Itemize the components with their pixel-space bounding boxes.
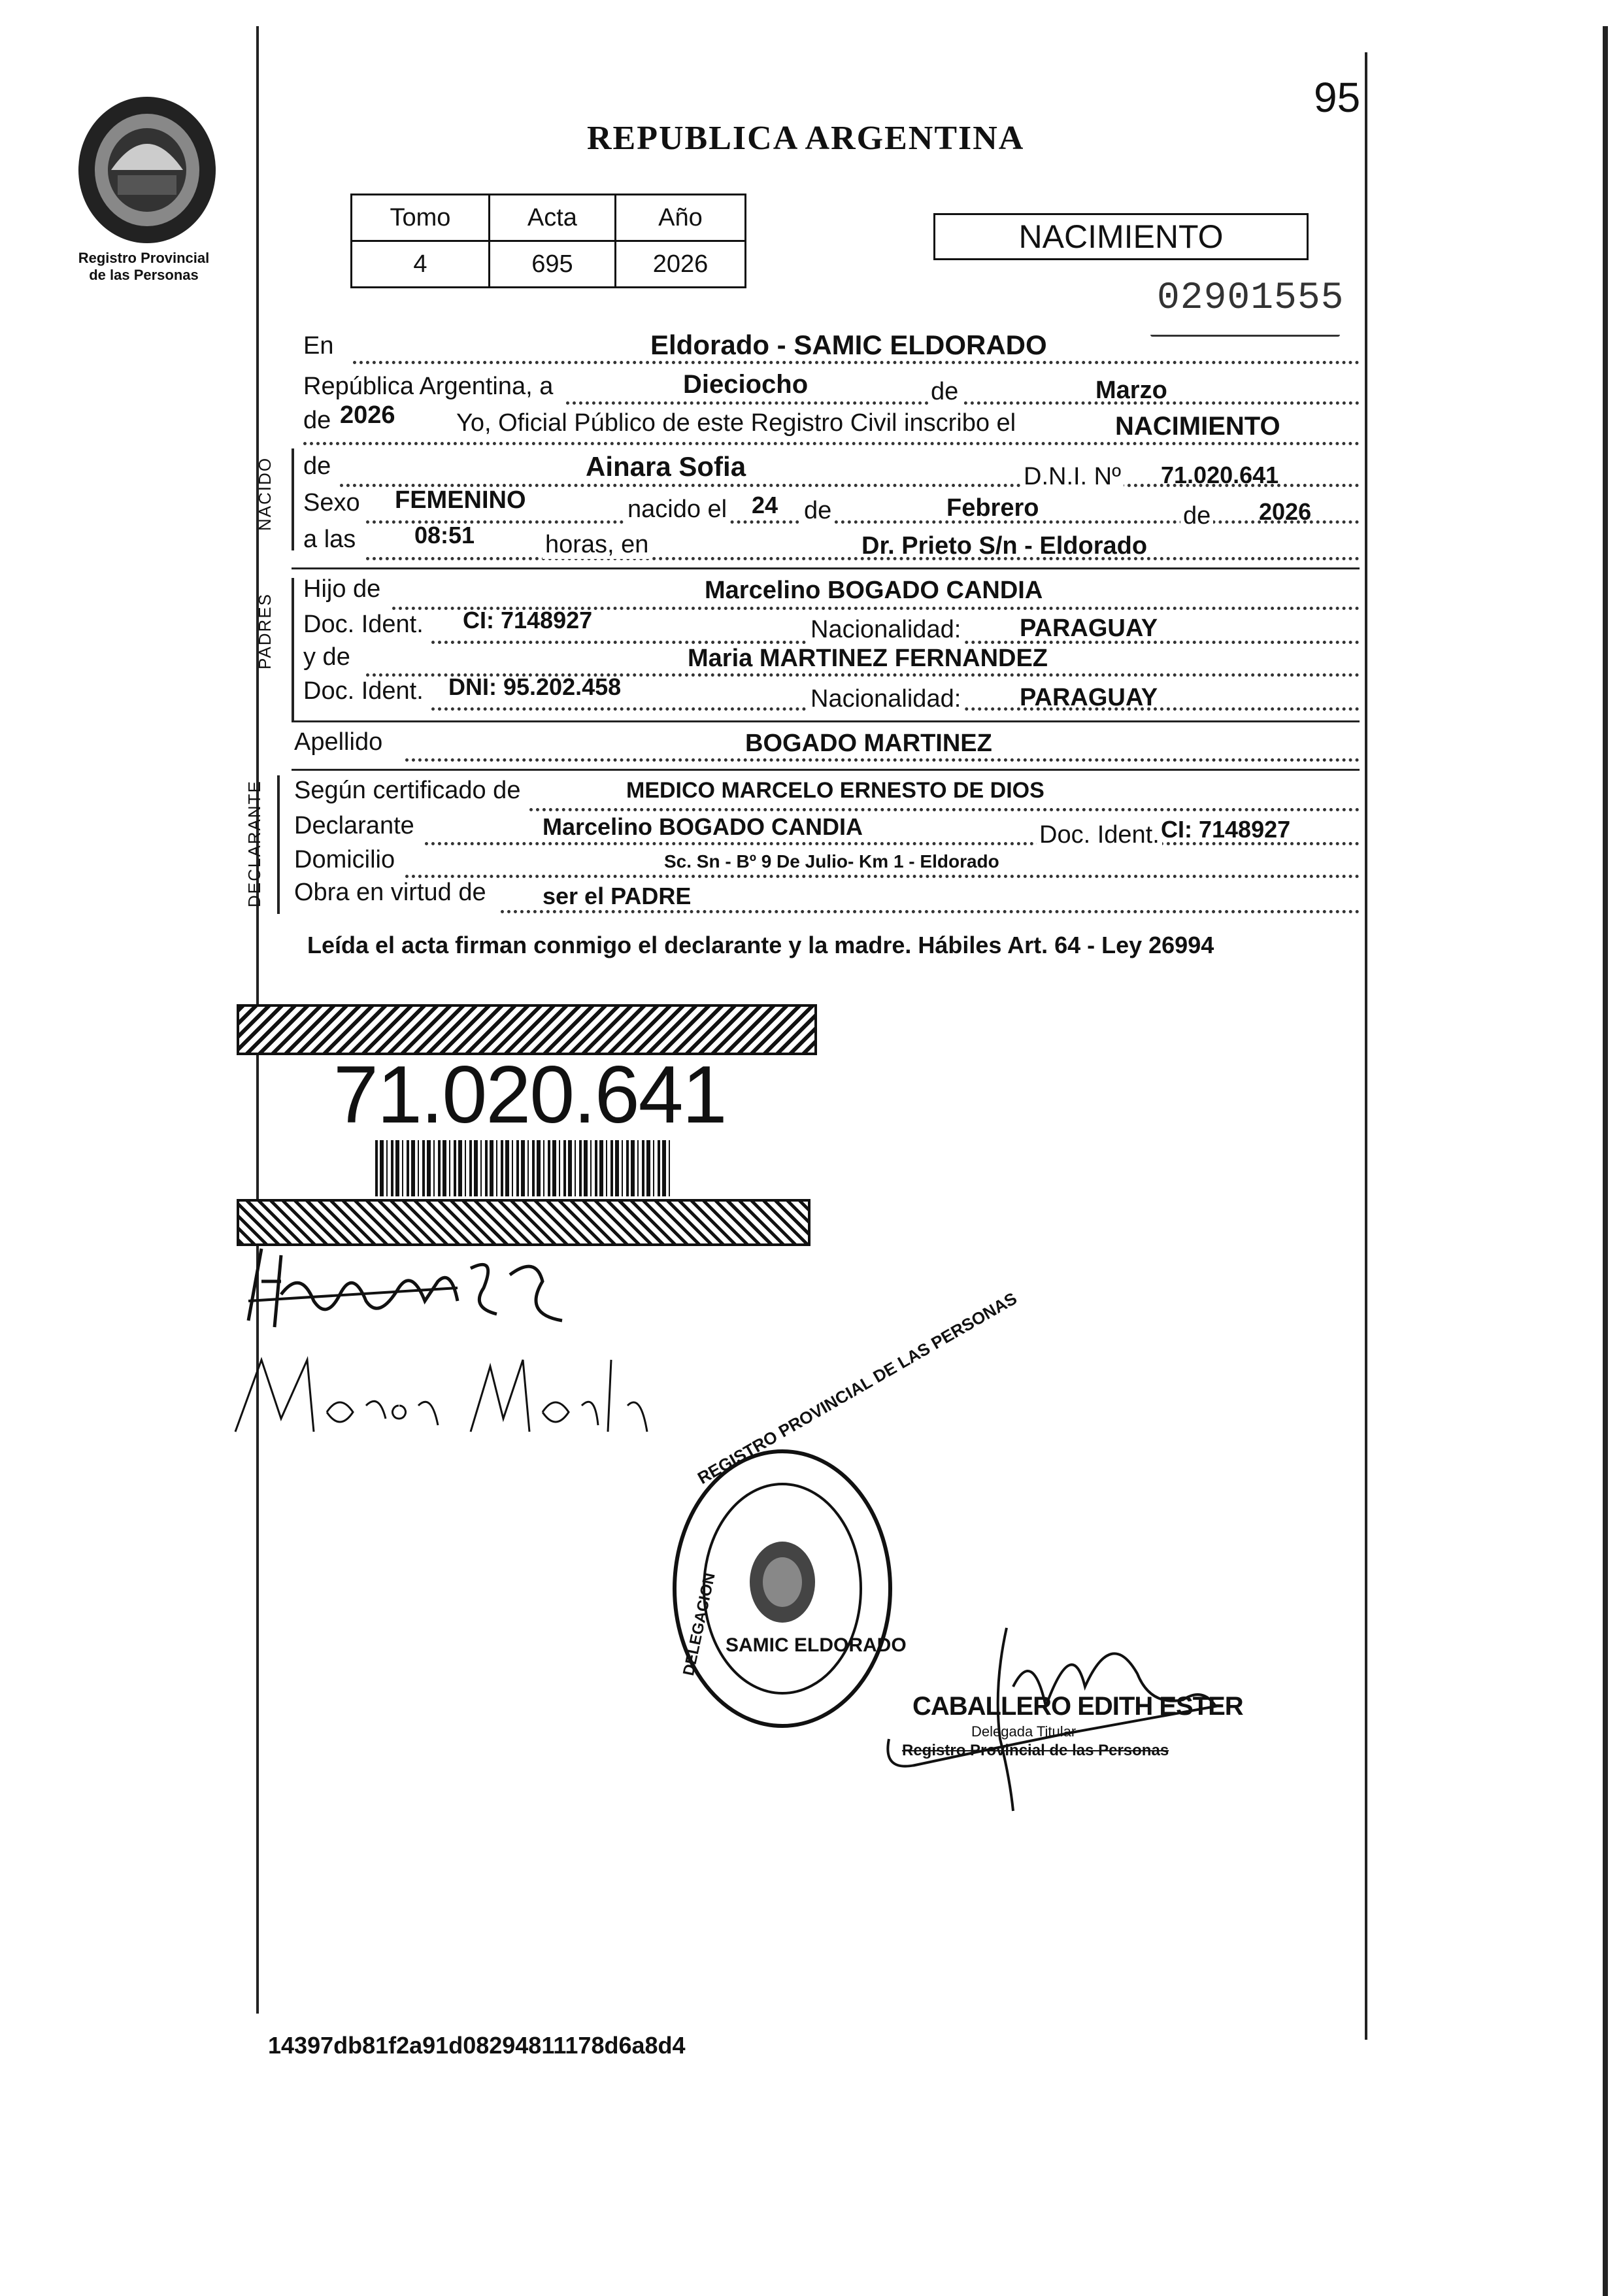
value-declarante: Marcelino BOGADO CANDIA [543,813,863,840]
label-hijo-de: Hijo de [303,575,381,603]
value-acto: NACIMIENTO [1115,412,1280,441]
value-anio: 2026 [340,401,395,429]
label-horas-en: horas, en [543,531,651,559]
value-sexo: FEMENINO [395,486,526,514]
value-doc-declarante: CI: 7148927 [1161,816,1291,843]
record-type-box: NACIMIENTO [933,213,1309,260]
section-nacido: NACIDO [255,456,275,531]
label-en: En [303,332,334,360]
value-mes: Marzo [1095,377,1167,404]
label-a-las: a las [303,526,356,553]
seal-ring-text: REGISTRO PROVINCIAL DE LAS PERSONAS [694,1288,1020,1488]
label-de-name: de [303,452,331,480]
misiones-shield-icon [72,92,222,248]
divider-padres [292,720,1360,722]
value-hora: 08:51 [414,522,475,549]
value-domicilio: Sc. Sn - Bº 9 De Julio- Km 1 - Eldorado [664,851,999,871]
label-nacionalidad-1: Nacionalidad: [808,616,963,644]
signature-mother [222,1340,667,1451]
serial-number: 02901555 [1157,277,1345,320]
record-table [350,194,746,288]
label-segun: Según certificado de [294,777,521,804]
value-lugar: Eldorado - SAMIC ELDORADO [650,329,1047,360]
label-declarante: Declarante [294,812,414,839]
security-band-bottom [237,1199,811,1246]
official-name: CABALLERO EDITH ESTER [912,1692,1243,1721]
value-dia-nac: 24 [752,492,778,518]
label-nacionalidad-2: Nacionalidad: [808,685,963,713]
seal-ring-bottom: DELEGACION [680,1571,719,1678]
value-doc-madre: DNI: 95.202.458 [448,673,622,700]
dotline-en [353,361,1360,364]
nacido-section-bar [292,448,294,550]
edge-line [1603,26,1608,2296]
registry-name-line1: Registro Provincial [78,250,210,266]
header-anio: Año [615,195,745,241]
divider-nacido [292,567,1360,569]
dotline-domicilio [405,875,1360,878]
value-apellido: BOGADO MARTINEZ [745,730,992,757]
barcode-number: 71.020.641 [333,1050,726,1140]
signature-mother-icon [222,1340,667,1451]
value-tomo: 4 [352,241,490,288]
registry-name-line2: de las Personas [89,267,199,283]
document-title: REPUBLICA ARGENTINA [587,120,1025,157]
value-obra: ser el PADRE [543,883,692,909]
dotline-oficial [303,442,1360,445]
declarante-section-bar [277,775,280,914]
signature-father-icon [235,1242,575,1340]
registry-logo [72,92,222,248]
section-padres: PADRES [255,593,275,669]
label-doc-ident-1: Doc. Ident. [303,611,424,638]
signature-father [235,1242,575,1340]
dotline-obra [501,910,1360,913]
dotline-apellido [405,758,1360,762]
official-title: Delegada Titular [971,1723,1077,1740]
section-declarante: DECLARANTE [244,780,264,907]
label-de-bmonth: de [801,497,834,525]
value-acta: 695 [489,241,615,288]
label-obra: Obra en virtud de [294,879,486,906]
label-de-year: de [303,407,333,435]
label-doc-ident-3: Doc. Ident. [1037,821,1162,849]
value-certificado: MEDICO MARCELO ERNESTO DE DIOS [626,778,1044,803]
value-anio: 2026 [615,241,745,288]
value-nac-madre: PARAGUAY [1020,684,1158,711]
label-de-byear: de [1180,502,1213,530]
value-nac-padre: PARAGUAY [1020,615,1158,642]
label-de-month: de [928,378,961,406]
value-dni: 71.020.641 [1161,462,1279,488]
official-office: Registro Provincial de las Personas [902,1742,1169,1759]
value-nombre: Ainara Sofia [586,451,746,482]
value-anio-nac: 2026 [1259,498,1312,525]
dotline-republica [566,401,1360,405]
page-number: 95 [1314,74,1361,121]
registry-name [26,250,261,284]
closing-statement: Leída el acta firman conmigo el declarante y la madre. Hábiles Art. 64 - Ley 26994 [307,932,1214,958]
padres-section-bar [292,578,294,722]
serial-underline [1150,335,1340,337]
value-mes-nac: Febrero [946,494,1039,522]
header-tomo: Tomo [352,195,490,241]
label-oficial: Yo, Oficial Público de este Registro Civil inscribo el [454,409,1018,437]
dotline-certificado [529,808,1360,811]
record-table-header-row [352,195,746,241]
value-padre: Marcelino BOGADO CANDIA [705,577,1043,604]
label-republica: República Argentina, a [303,373,554,400]
label-dni: D.N.I. Nº [1021,463,1124,491]
label-apellido: Apellido [294,728,383,756]
value-madre: Maria MARTINEZ FERNANDEZ [688,645,1048,672]
right-margin-line [1365,52,1367,2040]
divider-apellido [292,769,1360,771]
label-domicilio: Domicilio [294,846,395,873]
record-table-value-row [352,241,746,288]
security-band-top [237,1004,817,1055]
label-sexo: Sexo [303,489,360,516]
value-dia: Dieciocho [683,370,809,399]
label-doc-ident-2: Doc. Ident. [303,677,424,705]
document-hash: 14397db81f2a91d08294811178d6a8d4 [268,2032,686,2059]
barcode-bars [375,1140,673,1196]
seal-inner-text: SAMIC ELDORADO [726,1634,907,1656]
value-doc-padre: CI: 7148927 [463,607,593,633]
value-lugar-nac: Dr. Prieto S/n - Eldorado [861,532,1148,560]
header-acta: Acta [489,195,615,241]
label-y-de: y de [303,643,350,671]
label-nacido-el: nacido el [625,496,729,524]
